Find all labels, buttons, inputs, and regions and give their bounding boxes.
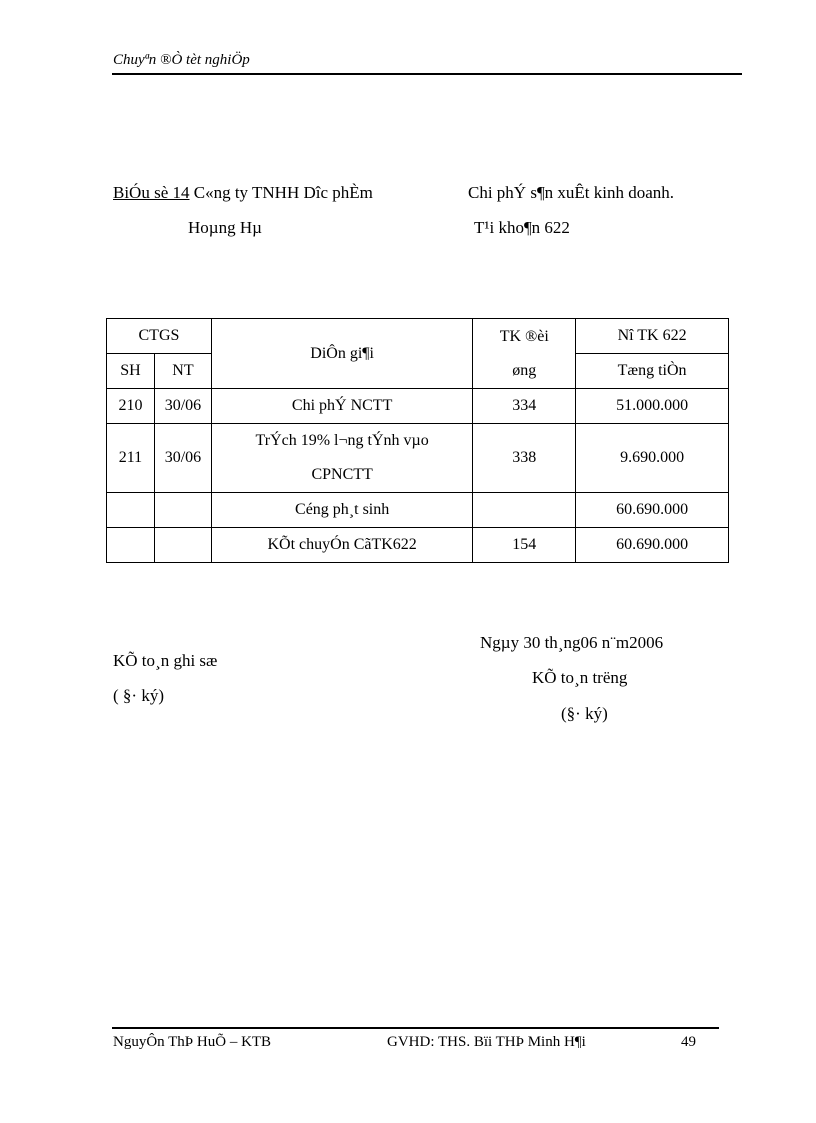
right-signer-role: KÕ to¸n trëng — [532, 668, 628, 687]
company-name-line2: Hoµng Hµ — [188, 218, 262, 237]
cell-description: Chi phÝ NCTT — [211, 389, 472, 424]
left-signer-status: ( §· ký) — [113, 686, 164, 705]
cell-tk: 334 — [473, 389, 576, 424]
header-total: Tæng tiÒn — [576, 354, 729, 389]
cell-nt: 30/06 — [154, 389, 211, 424]
cell-amount: 60.690.000 — [576, 493, 729, 528]
cell-amount: 51.000.000 — [576, 389, 729, 424]
header-rule — [112, 73, 742, 75]
cell-amount: 9.690.000 — [576, 424, 729, 493]
header-description: DiÔn gi¶i — [211, 319, 472, 389]
sign-date: Ngµy 30 th¸ng06 n¨m2006 — [480, 633, 664, 652]
doc-heading — [113, 183, 373, 203]
cell-description-line2: CPNCTT — [311, 466, 373, 483]
cell-sh — [107, 528, 155, 563]
footer-advisor: GVHD: THS. Bïi THÞ Minh H¶i — [387, 1034, 586, 1050]
right-signer-status: (§· ký) — [561, 704, 608, 723]
header-debit: Nî TK 622 — [576, 319, 729, 354]
left-signer-role: KÕ to¸n ghi sæ — [113, 651, 218, 670]
footer-author: NguyÔn ThÞ HuÕ – KTB — [113, 1034, 272, 1050]
page-number: 49 — [681, 1034, 696, 1050]
header-ctgs: CTGS — [107, 319, 212, 354]
header-nt: NT — [154, 354, 211, 389]
cell-nt — [154, 528, 211, 563]
cell-tk — [473, 493, 576, 528]
cell-description-line1: TrÝch 19% l¬ng tÝnh vµo — [255, 432, 429, 449]
header-tk-line2: øng — [512, 361, 537, 379]
table-header-row — [107, 319, 729, 354]
account-title: T¹i kho¶n 622 — [474, 218, 570, 237]
ledger-table — [106, 318, 729, 563]
header-sh: SH — [107, 354, 155, 389]
cell-tk: 338 — [473, 424, 576, 493]
header-tk-line1: TK ®èi — [499, 327, 549, 345]
cell-sh: 210 — [107, 389, 155, 424]
cell-sh: 211 — [107, 424, 155, 493]
table-row — [107, 389, 729, 424]
header-tk — [473, 319, 576, 389]
footer-rule — [112, 1027, 719, 1029]
cell-nt — [154, 493, 211, 528]
table-row — [107, 424, 729, 493]
cell-description: Céng ph¸t sinh — [211, 493, 472, 528]
cell-sh — [107, 493, 155, 528]
doc-title: Chi phÝ s¶n xuÊt kinh doanh. — [468, 183, 675, 202]
cell-description — [211, 424, 472, 493]
company-name: C«ng ty TNHH Dîc phÈm — [193, 183, 373, 202]
cell-nt: 30/06 — [154, 424, 211, 493]
table-row — [107, 493, 729, 528]
doc-label: BiÓu sè 14 — [113, 183, 190, 202]
cell-description: KÕt chuyÓn CãTK622 — [211, 528, 472, 563]
table-row — [107, 528, 729, 563]
cell-amount: 60.690.000 — [576, 528, 729, 563]
cell-tk: 154 — [473, 528, 576, 563]
page-header: Chuyªn ®Ò tèt nghiÖp — [113, 52, 250, 68]
